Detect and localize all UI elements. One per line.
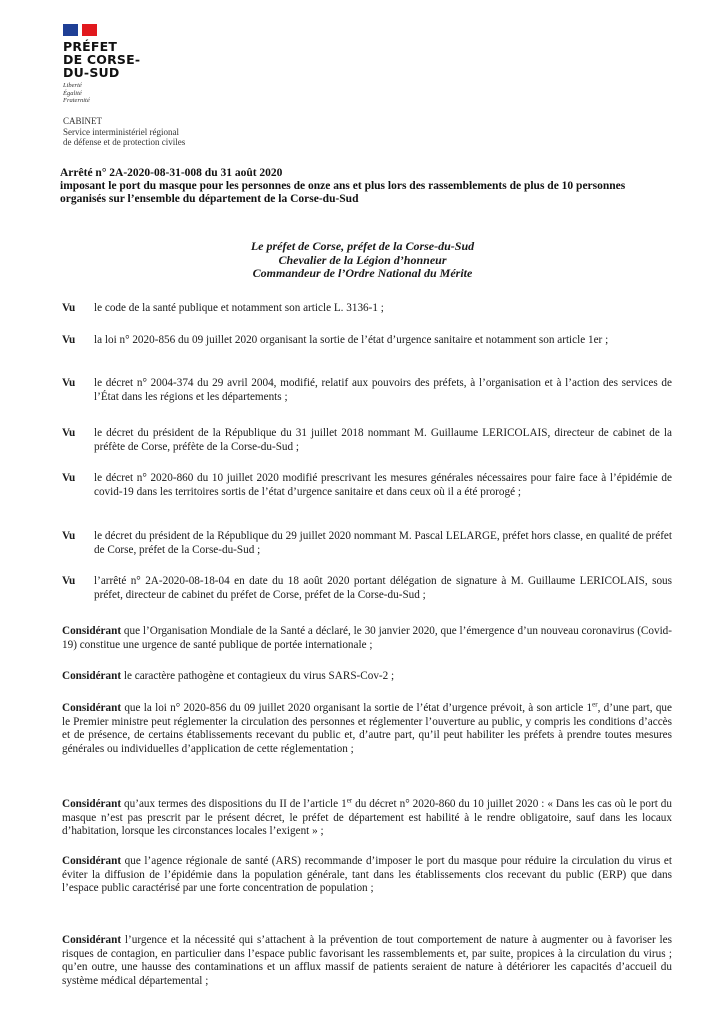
- vu-item: Vu le décret n° 2004-374 du 29 avril 2004, modifié, relatif aux pouvoirs des préfets, à l’organisation et à l’action des services de l’État dans les régions et les départements ;: [62, 377, 672, 403]
- vu-item: Vu le décret du président de la République du 31 juillet 2018 nommant M. Guillaume LERICOLAIS, directeur de cabinet de la préfète de Corse, préfète de la Corse-du-Sud ;: [62, 427, 672, 453]
- prefect-preamble: Le préfet de Corse, préfet de la Corse-du-Sud Chevalier de la Légion d’honneur Commandeur de l’Ordre National du Mérite: [250, 239, 475, 280]
- decree-subject: imposant le port du masque pour les personnes de onze ans et plus lors des rassemblements de plus de 10 personnes organisés sur l’ensemble du département de la Corse-du-Sud: [60, 180, 626, 205]
- prefecture-logo: [63, 24, 140, 105]
- decree-number: Arrêté n° 2A-2020-08-31-008 du 31 août 2020: [60, 167, 283, 179]
- vu-item: Vu la loi n° 2020-856 du 09 juillet 2020 organisant la sortie de l’état d’urgence sanitaire et notamment son article 1er ;: [62, 334, 609, 346]
- vu-item: Vu le décret n° 2020-860 du 10 juillet 2020 modifié prescrivant les mesures générales nécessaires pour faire face à l’épidémie de covid-19 dans les territoires sortis de l’état d’urgence sanitaire et dans ceux où il a été prorogé ;: [62, 472, 672, 498]
- french-republic-flag-icon: [63, 24, 97, 36]
- considerant-item: Considérant que l’agence régionale de santé (ARS) recommande d’imposer le port du masque pour réduire la circulation du virus et éviter la diffusion de l’épidémie dans la population générale, tant dans les établissements clos recevant du public (ERP) que dans l’espace public caractérisé par une forte concentration de population ;: [62, 855, 672, 894]
- considerant-item: Considérant que l’Organisation Mondiale de la Santé a déclaré, le 30 janvier 2020, que l’émergence d’un nouveau coronavirus (Covid-19) constitue une urgence de santé publique de portée internationale ;: [62, 625, 672, 651]
- considerant-item: Considérant qu’aux termes des dispositions du II de l’article 1er du décret n° 2020-860 du 10 juillet 2020 : « Dans les cas où le port du masque n’est pas prescrit par le présent décret, le préfet de département est habilité à le rendre obligatoire, sauf dans les locaux d’habitation, lorsque les circonstances locales l’exigent » ;: [62, 796, 672, 837]
- vu-item: Vu le code de la santé publique et notamment son article L. 3136-1 ;: [62, 302, 384, 314]
- vu-item: Vu l’arrêté n° 2A-2020-08-18-04 en date du 18 août 2020 portant délégation de signature à M. Guillaume LERICOLAIS, sous préfet, directeur de cabinet du préfet de Corse, préfet de la Corse-du-Sud ;: [62, 575, 672, 601]
- considerant-item: Considérant que la loi n° 2020-856 du 09 juillet 2020 organisant la sortie de l’état d’urgence prévoit, à son article 1er, d’une part, que le Premier ministre peut réglementer la circulation des personnes et réglementer l’ouverture au public, y compris les conditions d’accès et de présence, de certains établissements recevant du public et, d’autre part, qu’il peut habiliter les préfets à prendre toutes mesures générales ou individuelles d’application de cette réglementation ;: [62, 700, 672, 755]
- issuing-service: CABINET Service interministériel régional de défense et de protection civiles: [63, 116, 186, 147]
- prefecture-name: PRÉFET DE CORSE- DU-SUD: [63, 39, 141, 80]
- vu-item: Vu le décret du président de la République du 29 juillet 2020 nommant M. Pascal LELARGE, préfet hors classe, en qualité de préfet de Corse, préfet de la Corse-du-Sud ;: [62, 530, 672, 556]
- republic-motto: Liberté Égalité Fraternité: [63, 82, 90, 104]
- considerant-item: Considérant le caractère pathogène et contagieux du virus SARS-Cov-2 ;: [62, 670, 395, 682]
- considerant-item: Considérant l’urgence et la nécessité qui s’attachent à la prévention de tout comportement de nature à augmenter ou à favoriser les risques de contagion, en particulier dans l’espace public favorisant les rassemblements et, par suite, propices à la circulation du virus ; qu’en outre, une hausse des contaminations et un afflux massif de patients seraient de nature à détériorer les capacités d’accueil du système médical départemental ;: [62, 934, 672, 987]
- decree-title: [60, 167, 670, 206]
